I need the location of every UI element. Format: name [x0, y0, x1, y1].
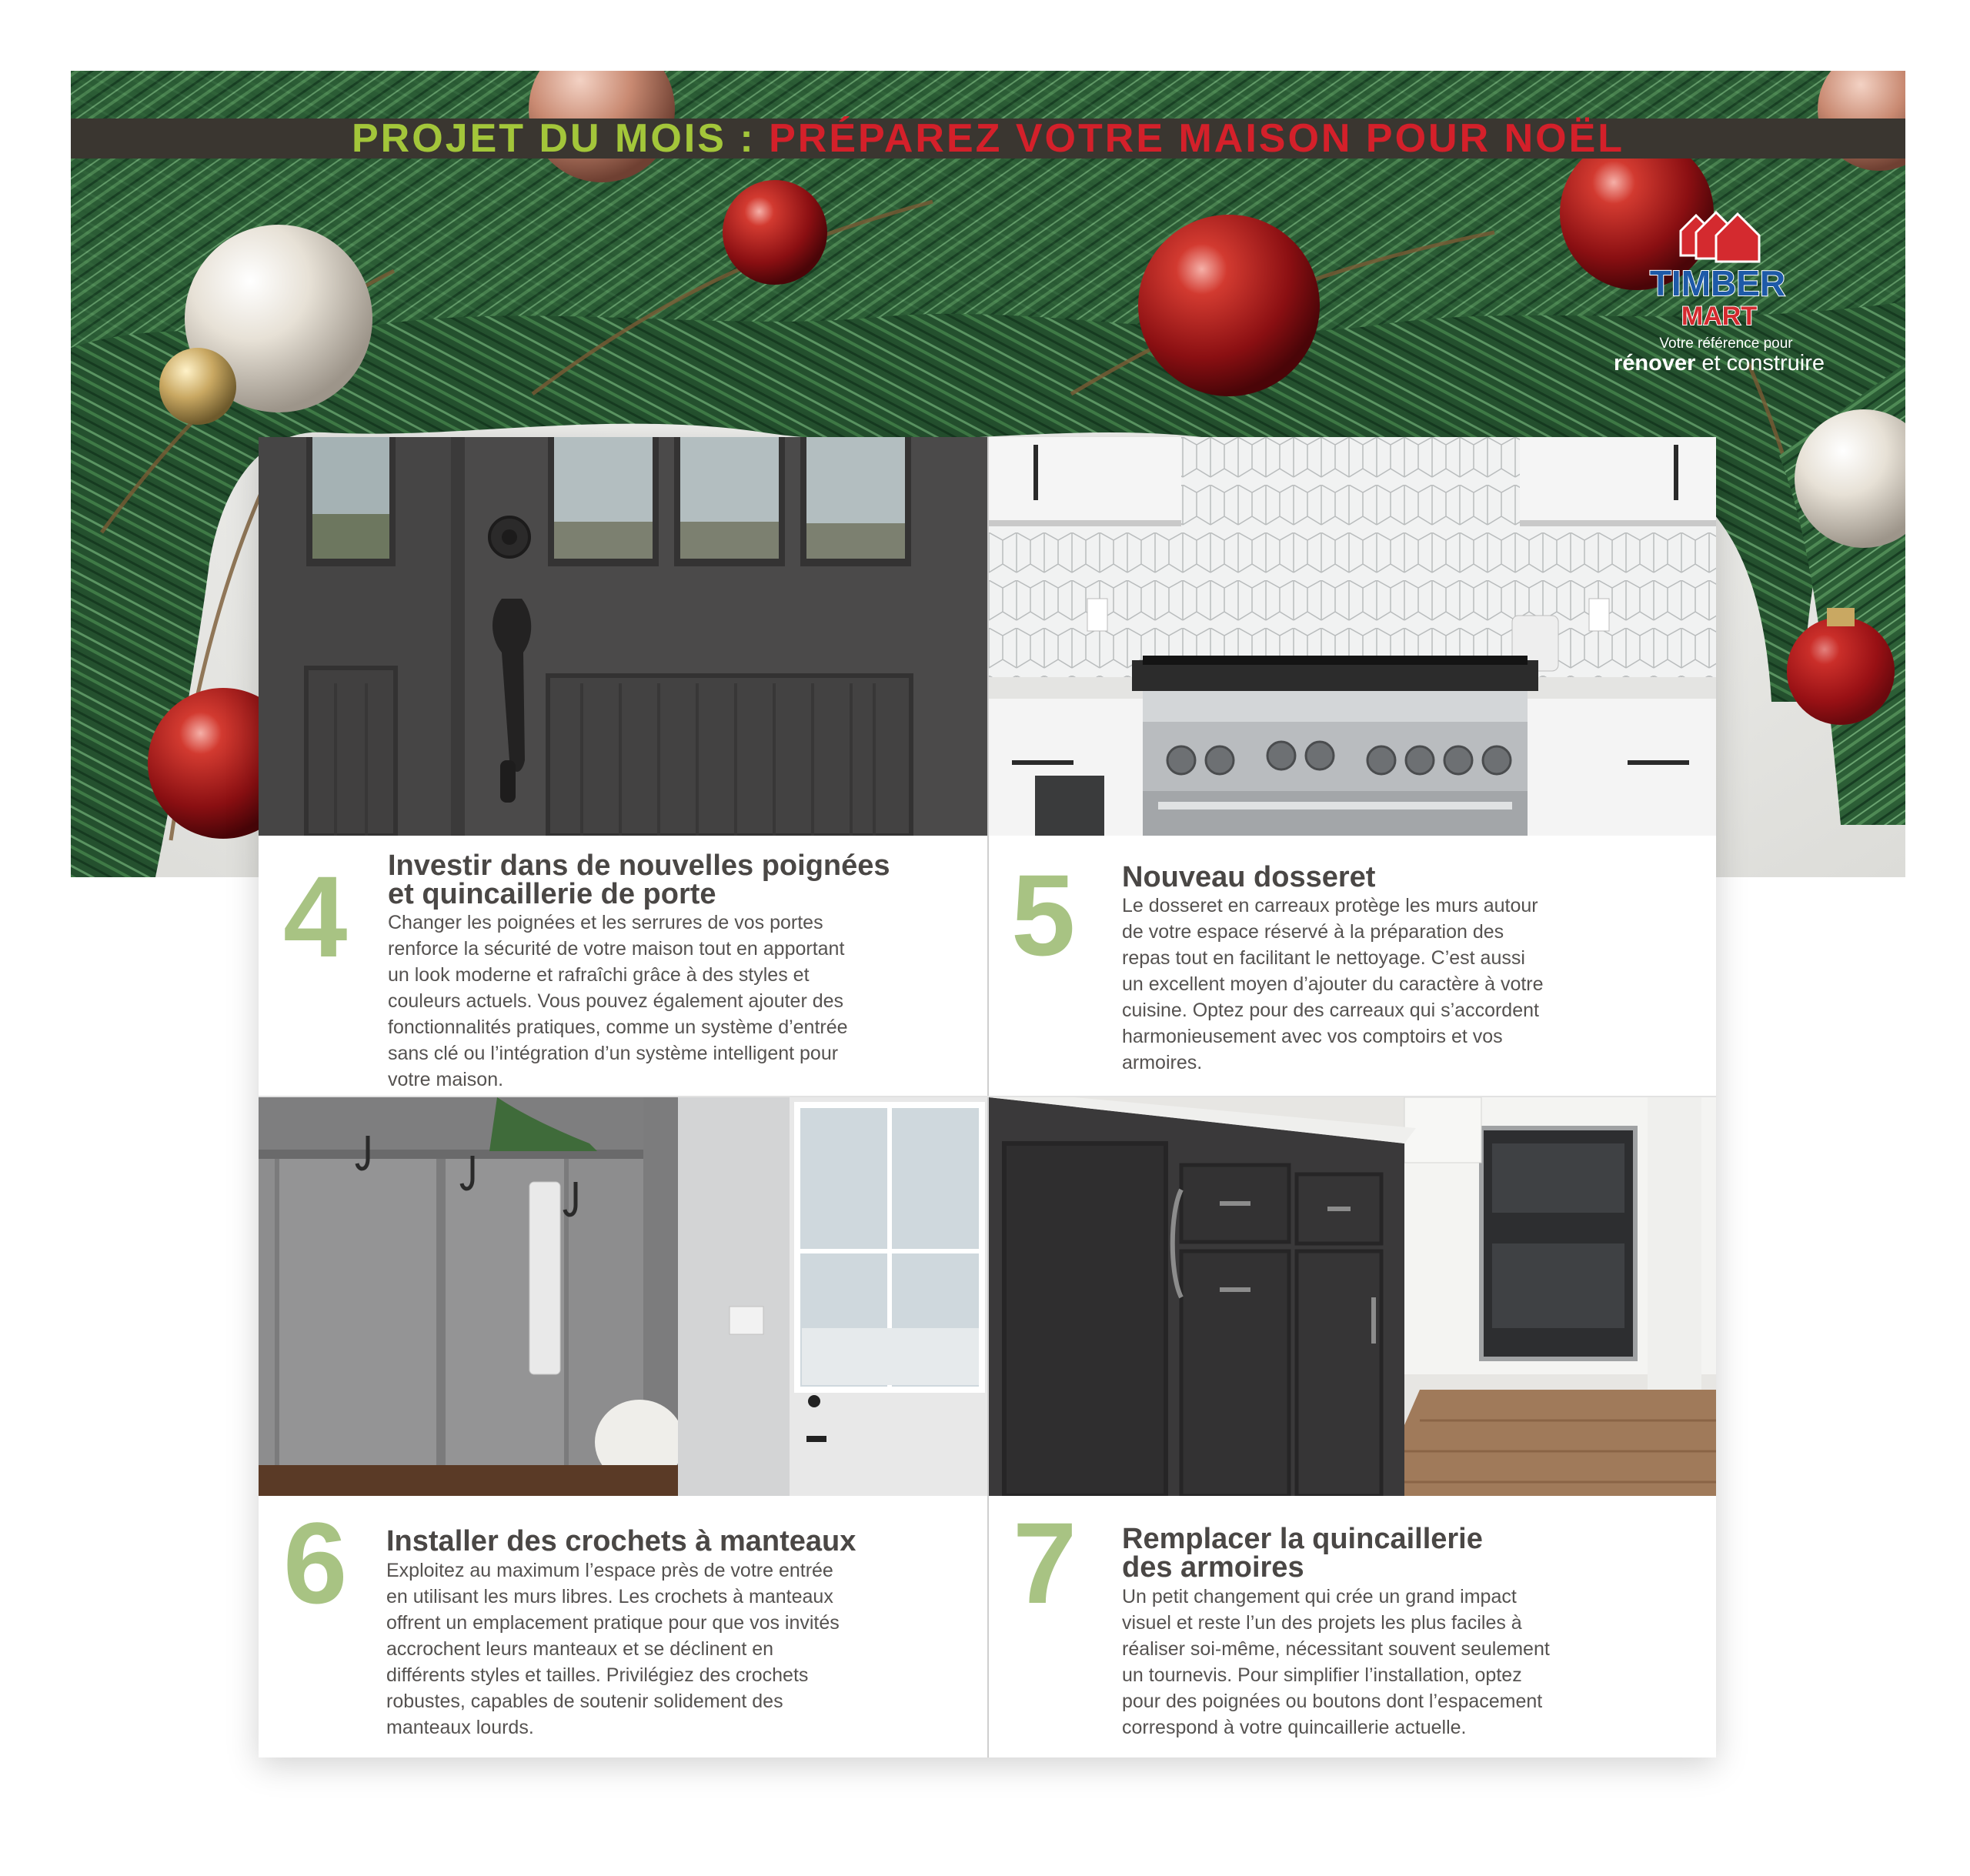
body-line: différents styles et tailles. Privilégiez des crochets — [386, 1664, 809, 1686]
section-body-4 — [388, 910, 848, 1093]
body-line: accrochent leurs manteaux et se déclinent en — [386, 1638, 774, 1660]
body-line: visuel et reste l’un des projets les plus faciles à — [1122, 1612, 1522, 1634]
body-line: pour des poignées ou boutons dont l’espacement — [1122, 1691, 1543, 1712]
photo-coat-hooks — [259, 1097, 987, 1496]
logo-text-timber: TIMBER — [1649, 263, 1786, 303]
body-line: robustes, capables de soutenir solidement des — [386, 1691, 783, 1712]
body-line: harmonieusement avec vos comptoirs et vos — [1122, 1026, 1503, 1047]
logo-tagline-bold: rénover — [1613, 351, 1696, 376]
section-body-5 — [1122, 893, 1544, 1076]
body-line: réaliser soi-même, nécessitant souvent seulement — [1122, 1638, 1550, 1660]
section-number-6: 6 — [283, 1498, 348, 1627]
body-line: armoires. — [1122, 1052, 1203, 1073]
body-line: un tournevis. Pour simplifier l’installation, optez — [1122, 1664, 1522, 1686]
body-line: un look moderne et rafraîchi grâce à des styles et — [388, 964, 810, 986]
logo-text-mart: MART — [1681, 302, 1758, 331]
photo-door-hardware — [259, 437, 987, 836]
body-line: de votre espace réservé à la préparation des — [1122, 921, 1504, 943]
body-line: correspond à votre quincaillerie actuelle. — [1122, 1717, 1467, 1738]
logo-tagline-rest: et construire — [1695, 351, 1825, 376]
body-line: offrent un emplacement pratique pour que vos invités — [386, 1612, 840, 1634]
photo-kitchen-backsplash — [989, 437, 1716, 836]
body-line: manteaux lourds. — [386, 1717, 534, 1738]
section-body-7 — [1122, 1584, 1550, 1741]
page-title — [71, 116, 1905, 161]
body-line: Changer les poignées et les serrures de vos portes — [388, 912, 823, 933]
body-line: repas tout en facilitant le nettoyage. C’est aussi — [1122, 947, 1525, 969]
section-title-7-line1: Remplacer la quincaillerie — [1122, 1523, 1483, 1555]
body-line: Exploitez au maximum l’espace près de votre entrée — [386, 1560, 833, 1581]
section-title-5: Nouveau dosseret — [1122, 861, 1376, 893]
body-line: sans clé ou l’intégration d’un système intelligent pour — [388, 1043, 839, 1064]
title-part-green: PROJET DU MOIS : — [351, 116, 770, 161]
body-line: un excellent moyen d’ajouter du caractère à votre — [1122, 973, 1544, 995]
section-title-4-line1: Investir dans de nouvelles poignées — [388, 850, 890, 882]
section-title-6: Installer des crochets à manteaux — [386, 1525, 856, 1557]
section-body-6 — [386, 1557, 840, 1741]
body-line: couleurs actuels. Vous pouvez également ajouter des — [388, 990, 844, 1012]
body-line: renforce la sécurité de votre maison tout en apportant — [388, 938, 845, 960]
section-number-7: 7 — [1013, 1498, 1077, 1627]
body-line: cuisine. Optez pour des carreaux qui s’accordent — [1122, 1000, 1539, 1021]
body-line: Un petit changement qui crée un grand impact — [1122, 1586, 1517, 1607]
section-title-4-line2: et quincaillerie de porte — [388, 878, 716, 910]
body-line: Le dosseret en carreaux protège les murs autour — [1122, 895, 1538, 916]
section-title-7-line2: des armoires — [1122, 1551, 1304, 1584]
house-roof-icon — [1601, 208, 1831, 339]
section-number-5: 5 — [1011, 850, 1076, 980]
body-line: fonctionnalités pratiques, comme un système d’entrée — [388, 1016, 848, 1038]
body-line: votre maison. — [388, 1069, 504, 1090]
title-part-red: PRÉPAREZ VOTRE MAISON POUR NOËL — [769, 116, 1625, 161]
photo-cabinet-hardware — [989, 1097, 1716, 1496]
body-line: en utilisant les murs libres. Les crochets à manteaux — [386, 1586, 833, 1607]
tips-card — [259, 437, 1716, 1757]
section-number-4: 4 — [283, 852, 348, 981]
logo-tagline-2 — [1604, 351, 1835, 376]
logo-tagline: Votre référence pour — [1659, 335, 1793, 352]
timber-mart-logo — [1601, 208, 1831, 377]
